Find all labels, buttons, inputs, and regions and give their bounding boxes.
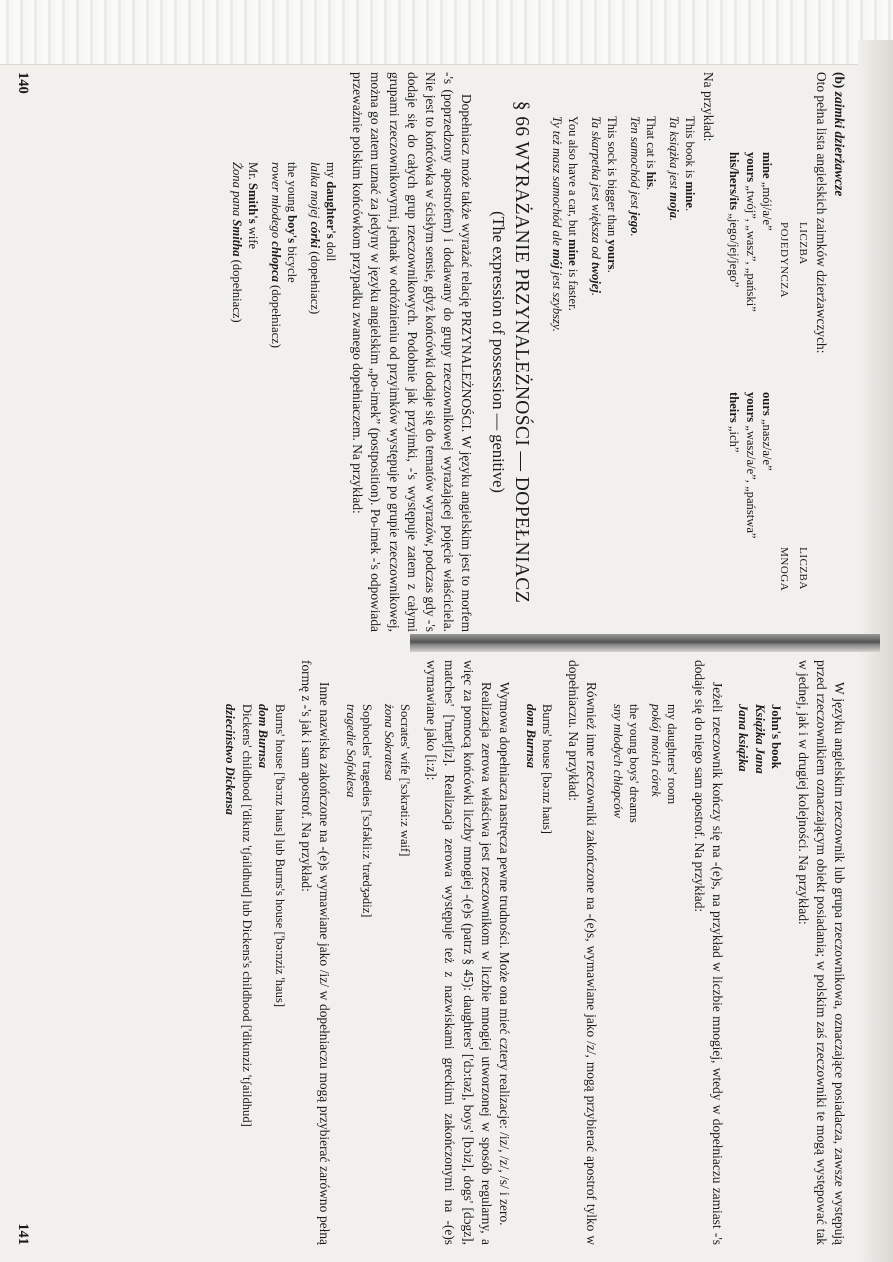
example-en: the young boy's bicycle	[285, 162, 300, 283]
example-en: the young boys' dreams	[627, 704, 642, 823]
example-en: John's book	[769, 704, 784, 769]
body-paragraph: W języku angielskim rzeczownik lub grupa rzeczownikowa, oznaczające posiadacza, zawsze występują przed rzeczownikiem oznaczającym obiekt posiadania; w polskim zaś rzeczowniki te mogą występować tak w jednej, jak i w drugiej kolejności. Na przykład:	[795, 660, 847, 1245]
example-en: Socrates' wife ['sɔkrəti:z waif]	[398, 704, 413, 857]
example-pl: Ten samochód jest jego.	[627, 116, 642, 237]
section-subheading: (The expression of possession — genitive)	[489, 211, 509, 493]
example-en: You also have a car, but mine is faster.	[566, 116, 581, 311]
example-en: That cat is his.	[644, 116, 659, 191]
body-paragraph: Również inne rzeczowniki zakończone na -(e)s, wymawiane jako /z/, mogą przybierać apostrof tylko w dopełniaczu. Na przykład:	[566, 660, 600, 1245]
section-heading: § 66 WYRAŻANIE PRZYNALEŻNOŚCI — DOPEŁNIACZ	[511, 100, 533, 604]
book-gutter	[410, 634, 880, 652]
page-140	[8, 72, 848, 632]
example-en: my daughters' room	[665, 704, 680, 805]
example-pl: Jana książka	[736, 704, 751, 772]
page-number: 140	[15, 72, 32, 94]
example-pl: dom Burnsa	[523, 704, 538, 769]
page-number: 141	[15, 1223, 32, 1245]
example-list	[548, 116, 698, 632]
body-paragraph: Jeżeli rzeczownik kończy się na -(e)s, na przykład w liczbie mnogiej, wtedy w dopełniaczu zamiast -'s dodaje się do niego sam apostrof. Na przykład:	[691, 660, 725, 1245]
example-list	[522, 704, 555, 1245]
example-en: This book is mine.	[683, 116, 698, 212]
body-paragraph: Realizacja zerowa właściwa jest rzeczownikom w liczbie mnogiej utworzonej w sposób regularny, a więc za pomocą końcówki liczby mnogiej -(e)s (patrz § 45): daughters' ['dɔ:təz], boys' [bɔiz], dogs' [dɔgz], matches' ['mætʃiz]. Realizacja zerowa występuje też z nazwiskami greckimi zakończonymi na -(e)s wymawiane jako [i:z]:	[424, 660, 494, 1245]
pronoun-row: his/hers/its „jego/jej/jego” theirs „ich”	[727, 152, 742, 453]
example-list	[735, 704, 785, 1245]
genitive-example-list	[228, 162, 339, 632]
examples-label: Na przykład:	[700, 72, 716, 142]
example-list	[609, 704, 680, 1245]
pronoun-row: mine „mój/a/e” ours „nasz/a/e”	[760, 152, 775, 471]
section-b-title: (b) zaimki dzierżawcze	[832, 72, 847, 197]
col-plural: LICZBA MNOGA	[778, 547, 809, 592]
example-en: This sock is bigger than yours.	[605, 116, 620, 273]
example-en: my daughter's doll	[324, 162, 339, 262]
pronoun-table-header	[775, 222, 811, 632]
section-b-intro: Oto pełna lista angielskich zaimków dzierżawczych:	[813, 72, 829, 354]
example-pl: Książka Jana	[752, 704, 767, 774]
page-141	[8, 660, 848, 1245]
example-pl: Ta skarpetka jest większa od twojej.	[588, 116, 603, 297]
example-list	[222, 704, 288, 1245]
body-paragraph: Inne nazwiska zakończone na -(e)s wymawiane jako /iz/ w dopełniaczu mogą przybierać zarówno pełną formę z -'s jak i sam apostrof. Na przykład:	[298, 660, 333, 1245]
example-pl: Ta książka jest moja.	[666, 116, 681, 222]
example-pl: tragedie Sofoklesa	[343, 704, 358, 798]
example-en: Burns' house ['bə:nz haus] lub Burns's house ['bə:nziz 'haus]	[272, 704, 287, 1008]
col-singular: LICZBA POJEDYNCZA	[778, 222, 809, 298]
scan-noise-strip	[0, 0, 893, 65]
example-en: Dickens' childhood ['dikınz 'tʃaildhud] lub Dickens's childhood ['dikınziz 'tʃaildhud]	[239, 704, 254, 1127]
pronoun-row: yours „twój”, „wasz”, „pański” yours „wasz/a/e”, „państwa”	[743, 152, 758, 539]
example-pl: pokój moich córek	[648, 704, 663, 797]
example-en: Mr. Smith's wife	[246, 162, 261, 250]
example-pl: Ty też masz samochód ale mój jest szybszy.	[549, 116, 564, 332]
example-pl: dzieciństwo Dickensa	[223, 704, 238, 815]
example-pl: lalka mojej córki (dopełniacz)	[307, 162, 322, 315]
example-en: Sophocles' tragedies ['sɔfəkli:z 'trædʒədiz]	[360, 704, 375, 918]
example-pl: żona Sokratesa	[381, 704, 396, 781]
example-pl: dom Burnsa	[256, 704, 271, 769]
example-en: Burns' house [bə:nz haus]	[540, 704, 555, 834]
example-pl: sny młodych chłopców	[610, 704, 625, 819]
example-pl: Żona pana Smitha (dopełniacz)	[229, 162, 244, 323]
body-paragraph: Dopełniacz może także wyrażać relację PRZYNALEŻNOŚCI. W języku angielskim jest to morfem -'s (poprzedzony apostrofem) i dodawany do grupy rzeczownikowej wyrażającej pojęcie właściciela. Nie jest to końcówka w ścisłym sensie, gdyż końcówki dodaje się do tematów wyrazów, podczas gdy -'s dodaje się do całych grup rzeczownikowych. Podobnie jak przyimki, -'s występuje zatem z całymi grupami rzeczownikowymi, jednak w odróżnieniu od przyimków występuje po grupie rzeczownikowej, można go zatem uznać za jedyny w języku angielskim „po-imek” (postposition). Po-imek -'s odpowiada przeważnie polskim końcówkom przypadku zwanego dopełniaczem. Na przykład:	[350, 72, 475, 632]
body-paragraph: Wymowa dopełniacza nastręcza pewne trudności. Może ona mieć cztery realizacje: /iz/, /z/, /s/ i zero.	[497, 682, 513, 1226]
example-pl: rower młodego chłopca (dopełniacz)	[268, 162, 283, 348]
example-list	[342, 704, 413, 1245]
